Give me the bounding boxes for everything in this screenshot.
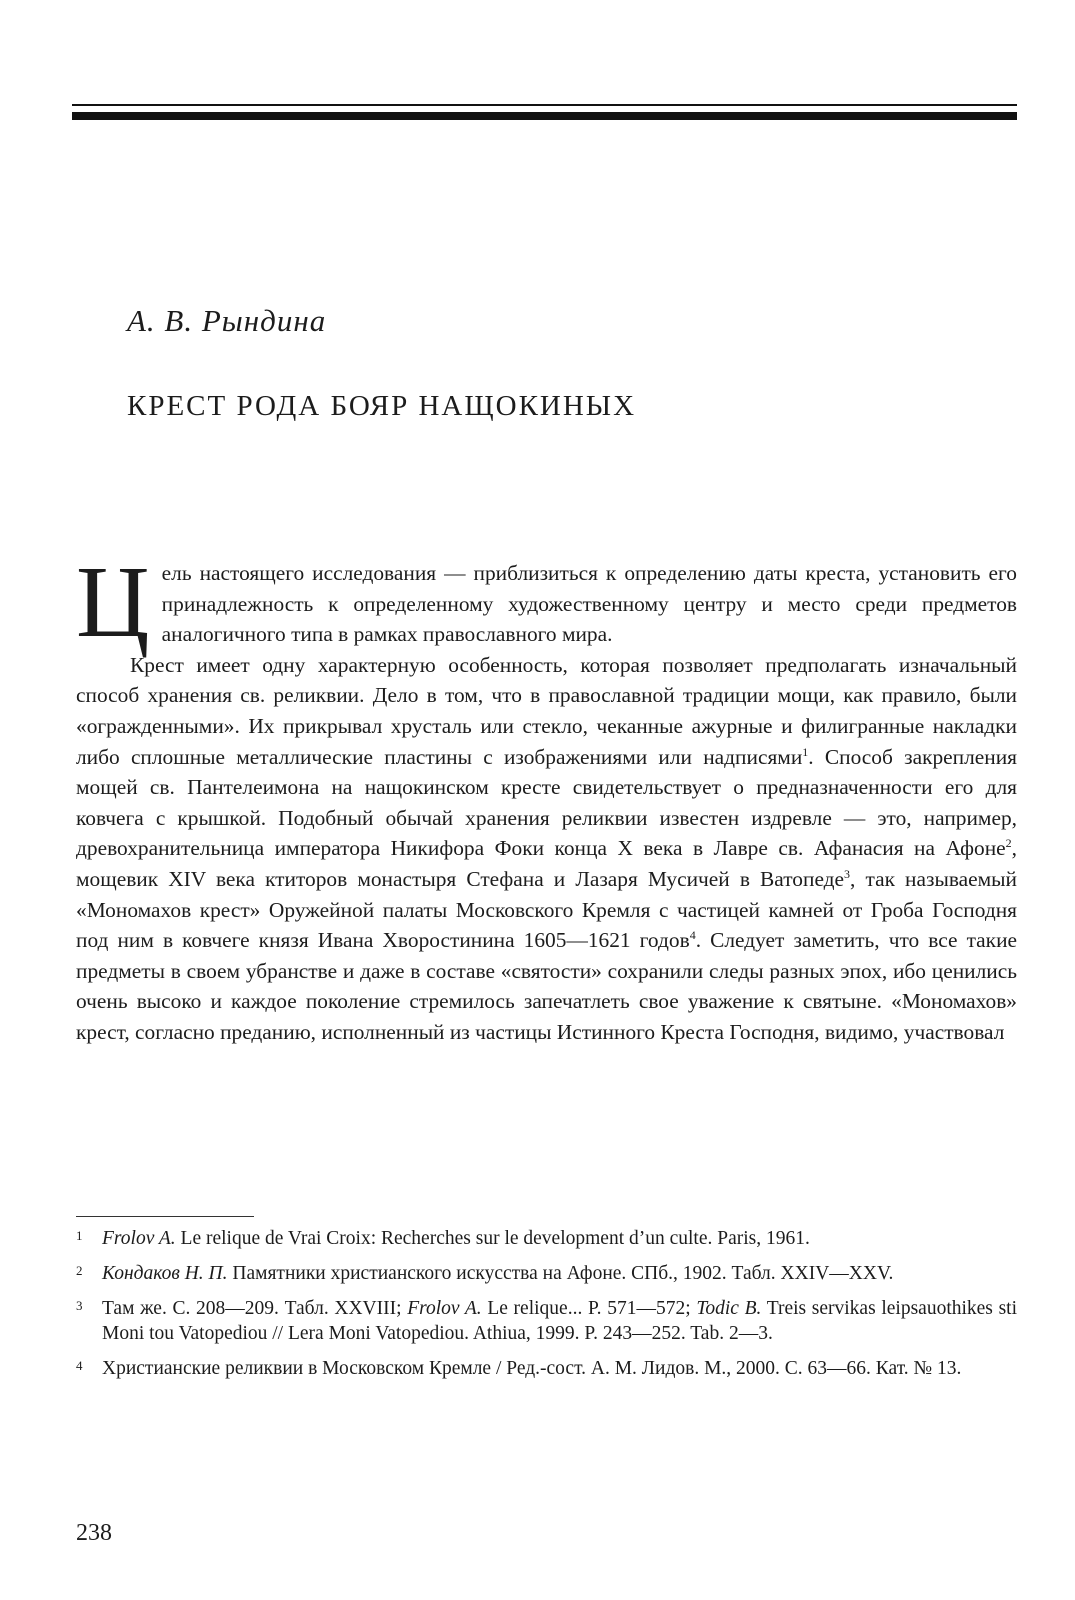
footnote-ref-4[interactable]: 4 xyxy=(689,928,696,942)
footnote-2 xyxy=(76,1261,1017,1286)
footnote-citation: Le relique de Vrai Croix: Recherches sur le development d’un culte. Paris, 1961. xyxy=(175,1228,810,1249)
footnote-number: 1 xyxy=(76,1228,83,1243)
footnote-3 xyxy=(76,1296,1017,1346)
footnote-citation-pre: Там же. С. 208—209. Табл. XXVIII; xyxy=(102,1298,408,1319)
footnote-ref-3[interactable]: 3 xyxy=(844,866,851,881)
header-rule-thin xyxy=(72,104,1017,106)
footnote-1 xyxy=(76,1226,1017,1251)
footnote-ref-1[interactable]: 1 xyxy=(802,744,809,759)
paragraph-main-part5: . Следует заметить, что все такие предметы в своем убранстве и даже в составе «святости» сохранили следы разных эпох, ибо ценились очень высоко и каждое поколение стремилось запечатлеть свое уважение к святыне. «Мономахов» крест, согласно преданию, исполненный из частицы Истинного Креста Господня, видимо, участвовал xyxy=(76,928,1018,1044)
paragraph-main-part4: , так называемый «Мономахов крест» Оружейной палаты Московского Кремля с частицей камней от Гроба Господня под ним в ковчеге князя Ивана Хворостинина 1605—1621 годов xyxy=(76,866,1017,953)
footnote-separator xyxy=(76,1216,254,1217)
footnote-number: 4 xyxy=(76,1358,83,1373)
footnote-number: 2 xyxy=(76,1263,83,1278)
paragraph-intro xyxy=(76,546,1017,659)
footnote-citation: Памятники христианского искусства на Афоне. СПб., 1902. Табл. XXIV—XXV. xyxy=(227,1263,894,1284)
footnote-citation: Treis servikas leipsauothikes sti Moni tou Vatopediou // Lera Moni Vatopediou. Athiua, 1999. P. 243—252. Tab. 2—3. xyxy=(102,1298,1017,1344)
footnote-text xyxy=(102,1296,1017,1346)
footnote-author: Frolov A. xyxy=(407,1298,482,1319)
drop-cap: Ц xyxy=(76,546,150,659)
footnote-author: Кондаков Н. П. xyxy=(102,1263,228,1284)
article-body xyxy=(76,546,1018,1048)
footnote-author-2: Todic B. xyxy=(696,1298,762,1319)
footnote-citation-mid: Le relique... P. 571—572; xyxy=(481,1298,697,1319)
author-name: А. В. Рындина xyxy=(127,303,327,338)
page-number: 238 xyxy=(76,1520,112,1546)
footnotes xyxy=(76,1226,1017,1391)
paragraph-main-part2: . Способ закрепления мощей св. Пантелеимона на нащокинском кресте свидетельствует о предназначенности его для ковчега с крышкой. Подобный обычай хранения реликвии известен издревле — это, например, древохранительница императора Никифора Фоки конца X века в Лавре св. Афанасия на Афоне xyxy=(76,744,1017,861)
footnote-text xyxy=(102,1226,1017,1251)
footnote-author: Frolov A. xyxy=(102,1228,176,1249)
paragraph-intro-text: ель настоящего исследования — приблизиться к определению даты креста, установить его принадлежность к определенному художественному центру и место среди предметов аналогичного типа в рамках православного мира. xyxy=(161,561,1017,647)
header-rule-thick xyxy=(72,112,1017,120)
footnote-number: 3 xyxy=(76,1298,83,1313)
footnote-4 xyxy=(76,1356,1017,1381)
footnote-text xyxy=(102,1261,1017,1286)
footnote-text: Христианские реликвии в Московском Кремле / Ред.-сост. А. М. Лидов. М., 2000. С. 63—66. Кат. № 13. xyxy=(102,1358,962,1379)
paragraph-main-part3: , мощевик XIV века ктиторов монастыря Стефана и Лазаря Мусичей в Ватопеде xyxy=(76,836,1017,891)
article-title: КРЕСТ РОДА БОЯР НАЩОКИНЫХ xyxy=(127,390,637,422)
paragraph-main xyxy=(76,650,1017,1048)
paragraph-main-part1: Крест имеет одну характерную особенность, которая позволяет предполагать изначальный способ хранения св. реликвии. Дело в том, что в православной традиции мощи, как правило, были «огражденными». Их прикрывал хрусталь или стекло, чеканные ажурные и филигранные накладки либо сплошные металлические пластины с изображениями или надписями xyxy=(76,652,1017,769)
footnote-ref-2[interactable]: 2 xyxy=(1005,836,1012,851)
